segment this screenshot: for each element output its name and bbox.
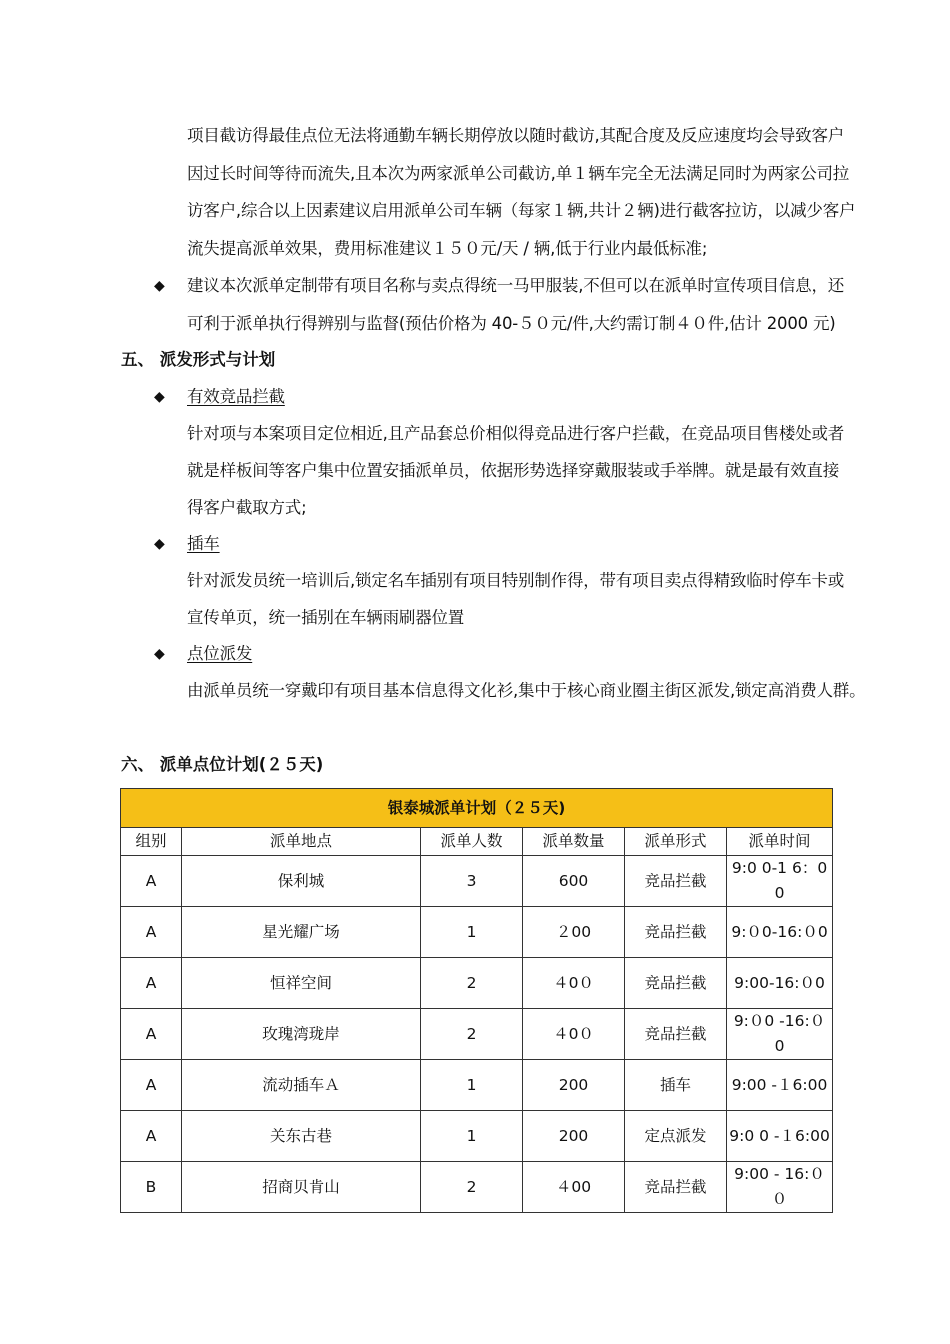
cell-quantity: ４0０ xyxy=(523,958,625,1009)
cell-staff-count: 3 xyxy=(421,856,523,907)
cell-form: 竞品拦截 xyxy=(625,1162,727,1213)
cell-quantity: ４00 xyxy=(523,1162,625,1213)
col-header-location: 派单地点 xyxy=(182,828,421,856)
uniform-line-2: 可利于派单执行得辨别与监督(预估价格为 40-５０元/件,大约需订制４０件,估计 2000 元) xyxy=(187,314,836,333)
table-row xyxy=(121,856,833,907)
car-insert-line-1: 针对派发员统一培训后,锁定名车插别有项目特别制作得，带有项目卖点得精致临时停车卡或 xyxy=(187,571,845,590)
col-header-time: 派单时间 xyxy=(727,828,833,856)
item-title-competitor-intercept: 有效竞品拦截 xyxy=(187,387,285,406)
table-row xyxy=(121,907,833,958)
cell-staff-count: 1 xyxy=(421,1111,523,1162)
cell-staff-count: 2 xyxy=(421,1009,523,1060)
table-header-row xyxy=(121,828,833,856)
cell-form: 竞品拦截 xyxy=(625,856,727,907)
cell-staff-count: 2 xyxy=(421,1162,523,1213)
col-header-quantity: 派单数量 xyxy=(523,828,625,856)
item-title-point-distribution: 点位派发 xyxy=(187,644,253,663)
table-row xyxy=(121,1060,833,1111)
cell-time: 9:00-16:０0 xyxy=(727,958,833,1009)
cell-form: 竞品拦截 xyxy=(625,1009,727,1060)
cell-location: 保利城 xyxy=(182,856,421,907)
cell-group: A xyxy=(121,856,182,907)
cell-quantity: ２00 xyxy=(523,907,625,958)
cell-location: 恒祥空间 xyxy=(182,958,421,1009)
cell-time: 9:00 - 16:００ xyxy=(727,1162,833,1213)
point-distribution-line-1: 由派单员统一穿戴印有项目基本信息得文化衫,集中于核心商业圈主街区派发,锁定高消费人群。 xyxy=(187,681,866,700)
col-header-group: 组别 xyxy=(121,828,182,856)
cell-location: 流动插车Ａ xyxy=(182,1060,421,1111)
cell-group: A xyxy=(121,1111,182,1162)
cell-location: 招商贝肯山 xyxy=(182,1162,421,1213)
bullet-diamond-icon: ◆ xyxy=(154,536,165,552)
table-row xyxy=(121,1111,833,1162)
cell-time: 9:０0-16:０0 xyxy=(727,907,833,958)
bullet-diamond-icon: ◆ xyxy=(154,389,165,405)
cell-time: 9:０0 -16:０0 xyxy=(727,1009,833,1060)
cell-group: A xyxy=(121,1009,182,1060)
bullet-diamond-icon: ◆ xyxy=(154,646,165,662)
cell-location: 星光耀广场 xyxy=(182,907,421,958)
cell-form: 插车 xyxy=(625,1060,727,1111)
intro-line-4: 流失提高派单效果，费用标准建议１５０元/天 / 辆,低于行业内最低标准; xyxy=(187,239,708,258)
table-title: 银泰城派单计划（２５天) xyxy=(121,789,833,828)
item-title-car-insert: 插车 xyxy=(187,534,220,553)
cell-time: 9:00 -１6:00 xyxy=(727,1060,833,1111)
intro-line-2: 因过长时间等待而流失,且本次为两家派单公司截访,单１辆车完全无法满足同时为两家公司拉 xyxy=(187,164,850,183)
cell-form: 定点派发 xyxy=(625,1111,727,1162)
cell-location: 玫瑰湾珑岸 xyxy=(182,1009,421,1060)
cell-quantity: 600 xyxy=(523,856,625,907)
cell-location: 关东古巷 xyxy=(182,1111,421,1162)
cell-group: B xyxy=(121,1162,182,1213)
cell-quantity: 200 xyxy=(523,1111,625,1162)
cell-group: A xyxy=(121,1060,182,1111)
cell-group: A xyxy=(121,907,182,958)
cell-staff-count: 2 xyxy=(421,958,523,1009)
competitor-line-3: 得客户截取方式; xyxy=(187,498,307,517)
bullet-diamond-icon: ◆ xyxy=(154,278,165,294)
cell-quantity: 200 xyxy=(523,1060,625,1111)
competitor-line-2: 就是样板间等客户集中位置安插派单员，依据形势选择穿戴服装或手举牌。就是最有效直接 xyxy=(187,461,840,480)
cell-staff-count: 1 xyxy=(421,1060,523,1111)
cell-time: 9:0 0-1 6：00 xyxy=(727,856,833,907)
section-5-heading: 五、 派发形式与计划 xyxy=(121,350,276,369)
cell-quantity: ４0０ xyxy=(523,1009,625,1060)
intro-line-3: 访客户,综合以上因素建议启用派单公司车辆（每家１辆,共计２辆)进行截客拉访，以减少客户 xyxy=(187,201,856,220)
intro-line-1: 项目截访得最佳点位无法将通勤车辆长期停放以随时截访,其配合度及反应速度均会导致客户 xyxy=(187,126,845,145)
section-6-heading: 六、 派单点位计划(２５天) xyxy=(121,755,324,774)
table-row xyxy=(121,958,833,1009)
col-header-form: 派单形式 xyxy=(625,828,727,856)
cell-form: 竞品拦截 xyxy=(625,907,727,958)
car-insert-line-2: 宣传单页，统一插别在车辆雨刷器位置 xyxy=(187,608,465,627)
uniform-line-1: 建议本次派单定制带有项目名称与卖点得统一马甲服装,不但可以在派单时宣传项目信息，还 xyxy=(187,276,845,295)
cell-time: 9:0 0 -１6:00 xyxy=(727,1111,833,1162)
col-header-staff-count: 派单人数 xyxy=(421,828,523,856)
cell-form: 竞品拦截 xyxy=(625,958,727,1009)
cell-staff-count: 1 xyxy=(421,907,523,958)
cell-group: A xyxy=(121,958,182,1009)
competitor-line-1: 针对项与本案项目定位相近,且产品套总价相似得竞品进行客户拦截，在竞品项目售楼处或者 xyxy=(187,424,845,443)
distribution-plan-table xyxy=(120,788,833,1213)
table-row xyxy=(121,1009,833,1060)
table-row xyxy=(121,1162,833,1213)
